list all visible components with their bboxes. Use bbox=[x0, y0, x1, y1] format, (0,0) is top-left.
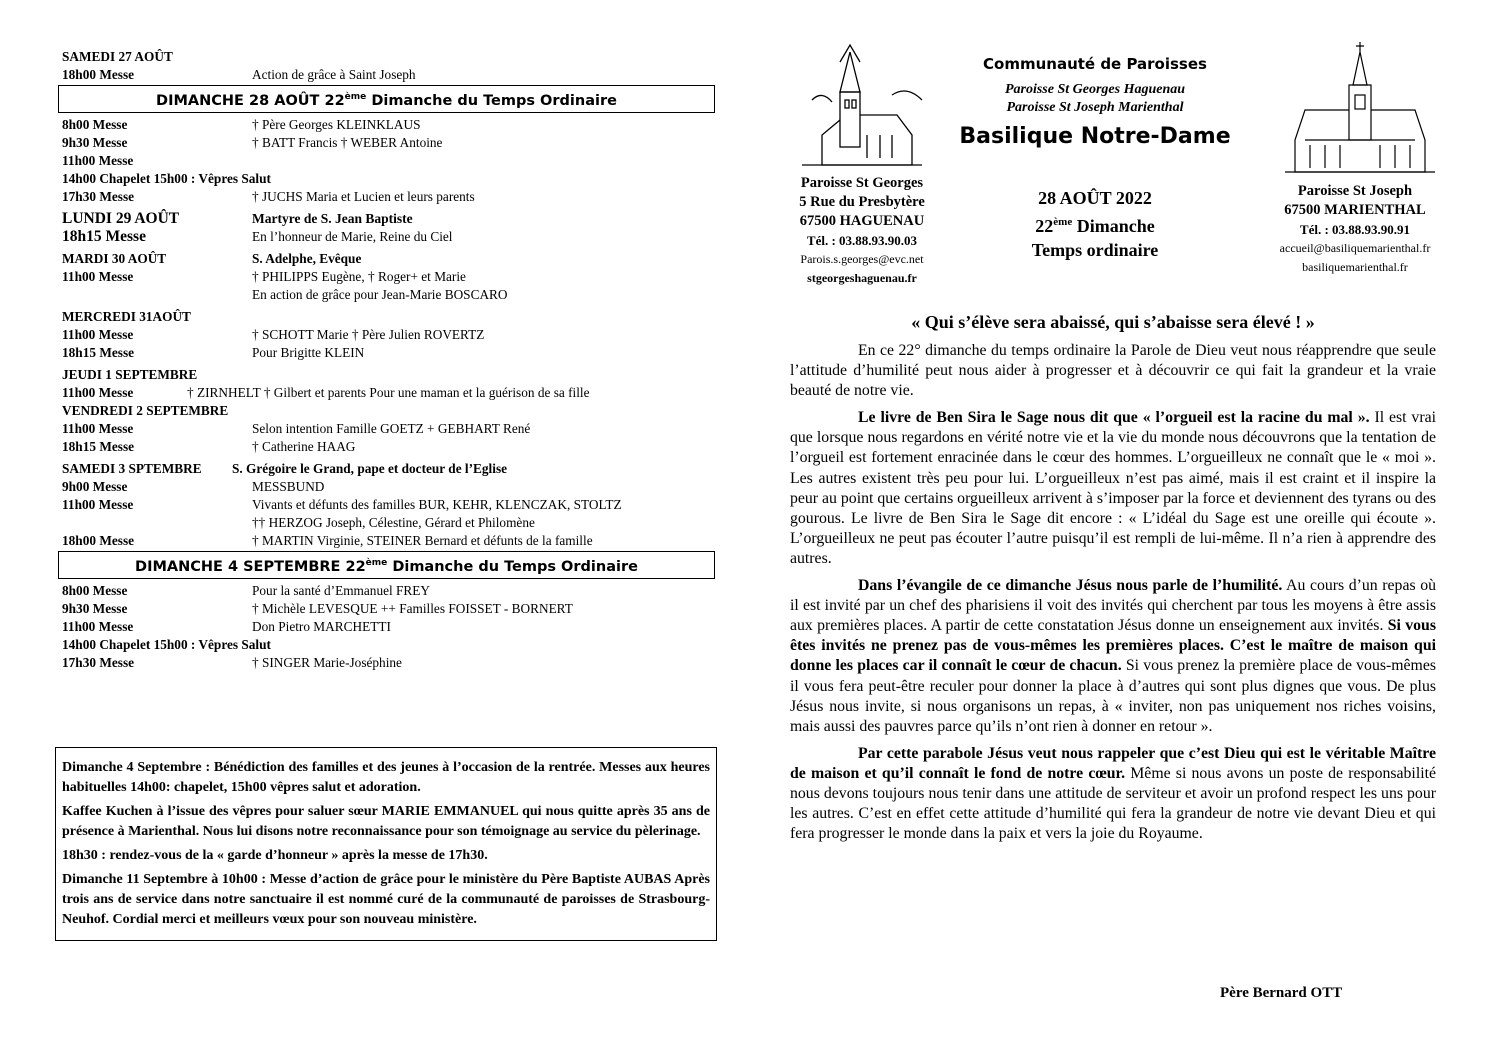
schedule-row: 9h30 Messe † Michèle LEVESQUE ++ Familles FOISSET - BORNERT bbox=[62, 600, 573, 616]
day-heading: MERCREDI 31AOÛT bbox=[62, 308, 191, 324]
schedule-row: 9h00 Messe MESSBUND bbox=[62, 478, 325, 494]
day-heading-row: SAMEDI 3 SPTEMBRE S. Grégoire le Grand, pape et docteur de l’Eglise bbox=[62, 460, 508, 476]
sunday-banner: DIMANCHE 28 AOÛT 22ème Dimanche du Temps Ordinaire bbox=[58, 85, 715, 113]
parish-st-joseph-contact: Paroisse St Joseph 67500 MARIENTHAL Tél. : 03.88.93.90.91 accueil@basiliquemarienthal.fr basiliquemarienthal.fr bbox=[1279, 183, 1431, 274]
day-heading-row: LUNDI 29 AOÛT Martyre de S. Jean Baptiste bbox=[62, 209, 413, 227]
mass-schedule bbox=[62, 48, 718, 672]
schedule-row: 11h00 Messe bbox=[62, 152, 134, 168]
schedule-row: 18h15 Messe En l’honneur de Marie, Reine du Ciel bbox=[62, 227, 453, 245]
schedule-row: En action de grâce pour Jean-Marie BOSCARO bbox=[252, 286, 508, 302]
schedule-row: 18h15 Messe Pour Brigitte KLEIN bbox=[62, 344, 365, 360]
article-paragraph: Dans l’évangile de ce dimanche Jésus nous parle de l’humilité. Au cours d’un repas où il est invité par un chef des pharisiens il voit des invités qui cherchent par tous les moyens à être assis aux premières places. A partir de cette constatation Jésus donne un enseignement aux invités. Si vous êtes invités ne prenez pas de vous-mêmes les premières places. C’est le maître de maison qui donne les places car il connaît le cœur de chacun. Si vous prenez la première place de vous-mêmes il vous fera peut-être reculer pour donner la place à d’autres qui sont plus dignes que vous. De plus Jésus nous invite, si nous organisons un repas, à « inviter, non pas uniquement nos riches voisins, mais aussi des pauvres parce qu’ils n’ont rien à donner en retour ». bbox=[790, 577, 1436, 735]
parish-line: Paroisse St Joseph Marienthal bbox=[1006, 100, 1184, 115]
parish-line: Paroisse St Georges Haguenau bbox=[1004, 82, 1186, 97]
sunday-banner: DIMANCHE 4 SEPTEMBRE 22ème Dimanche du Temps Ordinaire bbox=[58, 551, 715, 579]
schedule-row: 11h00 Messe † SCHOTT Marie † Père Julien ROVERTZ bbox=[62, 326, 485, 342]
schedule-row: 11h00 Messe † PHILIPPS Eugène, † Roger+ et Marie bbox=[62, 268, 466, 284]
schedule-row: 11h00 Messe † ZIRNHELT † Gilbert et parents Pour une maman et la guérison de sa fille bbox=[62, 384, 590, 400]
chapelet-line: 14h00 Chapelet 15h00 : Vêpres Salut bbox=[62, 636, 271, 652]
day-heading: VENDREDI 2 SEPTEMBRE bbox=[62, 402, 229, 418]
schedule-row: 8h00 Messe † Père Georges KLEINKLAUS bbox=[62, 116, 421, 132]
gospel-quote: « Qui s’élève sera abaissé, qui s’abaisse sera élevé ! » bbox=[911, 312, 1315, 332]
announcement: Dimanche 11 Septembre à 10h00 : Messe d’action de grâce pour le ministère du Père Baptiste AUBAS Après trois ans de service dans notre sanctuaire il est nommé curé de la communauté de paroisses de Strasbourg- Neuhof. Cordial merci et meilleurs vœux pour son nouveau ministère. bbox=[62, 872, 710, 927]
schedule-row: 11h00 Messe Vivants et défunts des familles BUR, KEHR, KLENCZAK, STOLTZ bbox=[62, 496, 622, 512]
parish-st-georges-contact: Paroisse St Georges 5 Rue du Presbytère 67500 HAGUENAU Tél. : 03.88.93.90.03 Parois.s.georges@evc.net stgeorgeshaguenau.fr bbox=[799, 175, 925, 285]
schedule-row: 18h00 Messe Action de grâce à Saint Joseph bbox=[62, 67, 416, 82]
schedule-row: 18h15 Messe † Catherine HAAG bbox=[62, 438, 356, 454]
church-st-joseph-icon bbox=[1285, 40, 1435, 180]
article-paragraph: Le livre de Ben Sira le Sage nous dit que « l’orgueil est la racine du mal ». Il est vrai que lorsque nous regardons en vérité notre vie et la vie du monde nous découvrons que la tentation de l’orgueil est fortement enracinée dans le cœur des hommes. L’orgueilleux ne connaît que le « moi ». Les autres existent très peu pour lui. L’orgueilleux n’est pas aimé, mais il est craint et il inspire la peur au point que certains orgueilleux arrivent à s’imposer par la force et deviennent des tyrans ou des gourous. Le livre de Ben Sira le Sage dit encore : « L’idéal du Sage est une oreille qui écoute ». L’orgueilleux ne peut pas écouter l’autre puisqu’il est rempli de lui-même. Il n’a rien à apprendre des autres. bbox=[790, 409, 1436, 567]
day-heading: SAMEDI 27 AOÛT bbox=[62, 49, 173, 64]
article-paragraph: Par cette parabole Jésus veut nous rappeler que c’est Dieu qui est le véritable Maître de maison et qu’il connaît le fond de notre cœur. Même si nous avons un poste de responsabilité nous devons toujours nous tenir dans une attitude de serviteur et avoir un profond respect les uns pour les autres. C’est en effet cette attitude d’humilité qui fera la grandeur de notre vie devant Dieu et qui fera progresser le monde dans la paix et vers la joie du Royaume. bbox=[790, 744, 1436, 843]
announcement: Kaffee Kuchen à l’issue des vêpres pour saluer sœur MARIE EMMANUEL qui nous quitte après 35 ans de présence à Marienthal. Nous lui disons notre reconnaissance pour son témoignage au service du pèlerinage. bbox=[62, 804, 710, 839]
editorial-article bbox=[790, 341, 1436, 851]
schedule-row: 9h30 Messe † BATT Francis † WEBER Antoine bbox=[62, 134, 443, 150]
announcement: 18h30 : rendez-vous de la « garde d’honneur » après la messe de 17h30. bbox=[62, 848, 488, 863]
schedule-row: †† HERZOG Joseph, Célestine, Gérard et Philomène bbox=[252, 514, 535, 530]
announcement: Dimanche 4 Septembre : Bénédiction des familles et des jeunes à l’occasion de la rentrée. Messes aux heures habituelles 14h00: chapelet, 15h00 vêpres salut et adoration. bbox=[62, 760, 710, 795]
announcements-box bbox=[55, 747, 717, 941]
schedule-row: 11h00 Messe Selon intention Famille GOETZ + GEBHART René bbox=[62, 420, 531, 436]
chapelet-line: 14h00 Chapelet 15h00 : Vêpres Salut bbox=[62, 170, 271, 186]
basilica-title: Basilique Notre-Dame bbox=[959, 124, 1231, 149]
church-st-georges-icon bbox=[792, 40, 932, 170]
schedule-row: 17h30 Messe † JUCHS Maria et Lucien et leurs parents bbox=[62, 188, 475, 204]
community-title: Communauté de Paroisses bbox=[983, 55, 1207, 73]
schedule-row: 18h00 Messe † MARTIN Virginie, STEINER Bernard et défunts de la famille bbox=[62, 532, 593, 548]
bulletin-date: 28 AOÛT 2022 22ème Dimanche Temps ordinaire bbox=[1031, 188, 1159, 260]
schedule-row: 8h00 Messe Pour la santé d’Emmanuel FREY bbox=[62, 582, 431, 598]
article-paragraph: En ce 22° dimanche du temps ordinaire la Parole de Dieu veut nous réapprendre que seule l’attitude d’humilité peut nous aider à progresser et à découvrir ce qui fait la grandeur et la vraie beauté de notre vie. bbox=[790, 342, 1436, 400]
schedule-row: 11h00 Messe Don Pietro MARCHETTI bbox=[62, 618, 391, 634]
schedule-row: 17h30 Messe † SINGER Marie-Joséphine bbox=[62, 654, 402, 670]
day-heading-row: MARDI 30 AOÛT S. Adelphe, Evêque bbox=[62, 250, 362, 266]
signature: Père Bernard OTT bbox=[1220, 985, 1343, 1001]
day-heading: JEUDI 1 SEPTEMBRE bbox=[62, 366, 198, 382]
